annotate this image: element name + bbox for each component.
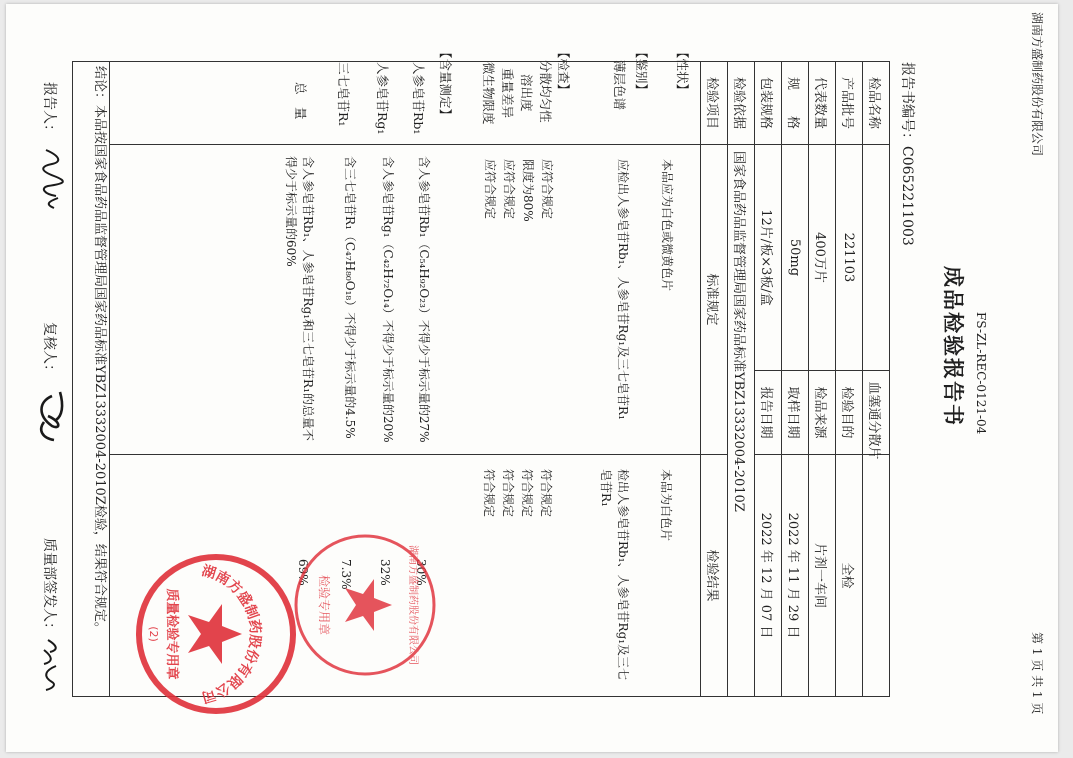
item-tlc: 薄层色谱 — [612, 60, 627, 111]
column-header-result: 检验结果 — [704, 549, 720, 602]
std-dissolution: 限度为80% — [521, 159, 535, 222]
qa-stamp-text: 湖南方盛制药股份有限公司 — [199, 562, 263, 706]
label-report-date: 报告日期 — [758, 386, 774, 439]
std-rb1: 含人参皂苷Rb₁（C₅₄H₉₂O₂₃）不得少于标示量的27% — [417, 156, 431, 443]
report-number — [898, 62, 918, 246]
label-purpose: 检验目的 — [839, 386, 855, 439]
item-rg1: 人参皂苷Rg₁ — [375, 62, 390, 135]
reporter-signature — [34, 146, 66, 216]
item-total: 总 量 — [293, 82, 308, 120]
lab-stamp-sub: 检验专用章 — [317, 574, 331, 636]
item-dispersion: 分散均匀性 — [538, 60, 553, 123]
item-rb1: 人参皂苷Rb₁ — [411, 62, 426, 135]
item-dissolution: 溶出度 — [519, 74, 534, 112]
section-assay: 【含量测定】 — [438, 46, 453, 122]
label-basis: 检验依据 — [731, 76, 747, 129]
std-microbial-limit: 应符合规定 — [483, 159, 497, 220]
column-header-item: 检验项目 — [704, 76, 720, 129]
item-r1: 三七皂苷R₁ — [336, 62, 351, 127]
section-identification: 【鉴别】 — [634, 46, 649, 97]
qa-stamp-sub: 质量检验专用章 — [164, 588, 179, 680]
value-batch: 221103 — [841, 232, 857, 283]
value-product-name: 血塞通分散片 — [866, 381, 882, 460]
value-spec: 50mg — [787, 238, 803, 277]
result-dissolution: 符合规定 — [520, 469, 534, 518]
label-package: 包装规格 — [758, 76, 774, 129]
report-number-value: C0652211003 — [899, 146, 915, 246]
page-info: 第 1 页 共 1 页 — [1030, 632, 1044, 715]
result-weight-variation: 符合规定 — [501, 469, 515, 518]
value-sample-date: 2022 年 11 月 29 日 — [785, 512, 801, 639]
std-total: 含人参皂苷Rb₁、人参皂苷Rg₁和三七皂苷R₁的总量不得少于标示量的60% — [284, 156, 315, 441]
label-product-name: 检品名称 — [866, 76, 882, 129]
reviewer-label: 复核人： — [41, 322, 57, 378]
report-number-label: 报告书编号： — [899, 62, 915, 146]
label-sample-date: 取样日期 — [785, 386, 801, 439]
value-report-date: 2022 年 12 月 07 日 — [758, 512, 774, 639]
item-weight-variation: 重量差异 — [500, 68, 515, 119]
label-quantity: 代表数量 — [812, 76, 828, 129]
label-source: 检品来源 — [812, 386, 828, 439]
reporter-label: 报告人： — [41, 82, 57, 138]
section-check: 【检查】 — [556, 46, 571, 97]
qa-signature — [34, 636, 66, 696]
result-microbial-limit: 符合规定 — [482, 469, 496, 518]
document-code: FS-ZL-REC-0121-04 — [974, 312, 988, 435]
std-rg1: 含人参皂苷Rg₁（C₄₂H₇₂O₁₄）不得少于标示量的20% — [381, 156, 395, 443]
reviewer-signature — [32, 386, 68, 446]
result-total: 69% — [296, 559, 310, 586]
value-purpose: 全检 — [839, 562, 855, 589]
lab-stamp-text: 湖南方盛制药股份有限公司 — [407, 545, 418, 665]
lab-stamp — [292, 532, 438, 678]
result-r1: 7.3% — [339, 559, 353, 590]
qa-stamp-number: (2) — [147, 626, 160, 642]
std-character: 本品应为白色或微黄色片 — [660, 159, 674, 292]
result-tlc: 检出人参皂苷Rb₁、人参皂苷Rg₁及三七皂苷R₁ — [599, 469, 630, 681]
std-dispersion: 应符合规定 — [540, 159, 554, 220]
company-name: 湖南方盛制药股份有限公司 — [1030, 12, 1044, 157]
item-microbial-limit: 微生物限度 — [481, 62, 496, 125]
document-page — [6, 4, 1058, 752]
value-package: 12片/板×3板/盒 — [758, 209, 774, 306]
std-tlc: 应检出人参皂苷Rb₁、人参皂苷Rg₁及三七皂苷R₁ — [616, 159, 630, 420]
result-character: 本品为白色片 — [659, 469, 673, 542]
value-basis: 国家食品药品监督管理局国家药品标准YBZ13332004-2010Z — [731, 151, 747, 512]
std-weight-variation: 应符合规定 — [502, 159, 516, 220]
document-title: 成品检验报告书 — [941, 266, 966, 427]
value-source: 片剂一车间 — [812, 542, 828, 608]
result-dispersion: 符合规定 — [539, 469, 553, 518]
section-character: 【性状】 — [675, 46, 690, 97]
qa-signer-label: 质量部签发人： — [41, 538, 57, 636]
label-batch: 产品批号 — [839, 76, 855, 129]
column-header-standard: 标准规定 — [704, 273, 720, 326]
report-content — [6, 4, 1058, 752]
std-r1: 含三七皂苷R₁（C₄₇H₈₀O₁₈）不得少于标示量的4.5% — [343, 156, 357, 439]
value-quantity: 400万片 — [812, 232, 828, 283]
result-rg1: 32% — [378, 559, 392, 586]
result-rb1: 30% — [414, 559, 428, 586]
conclusion: 结论：本品按国家食品药品监督管理局国家药品标准YBZ13332004-2010Z检验，结果符合规定。 — [92, 66, 107, 635]
qa-seal-stamp — [134, 552, 298, 716]
label-spec: 规 格 — [785, 76, 801, 129]
